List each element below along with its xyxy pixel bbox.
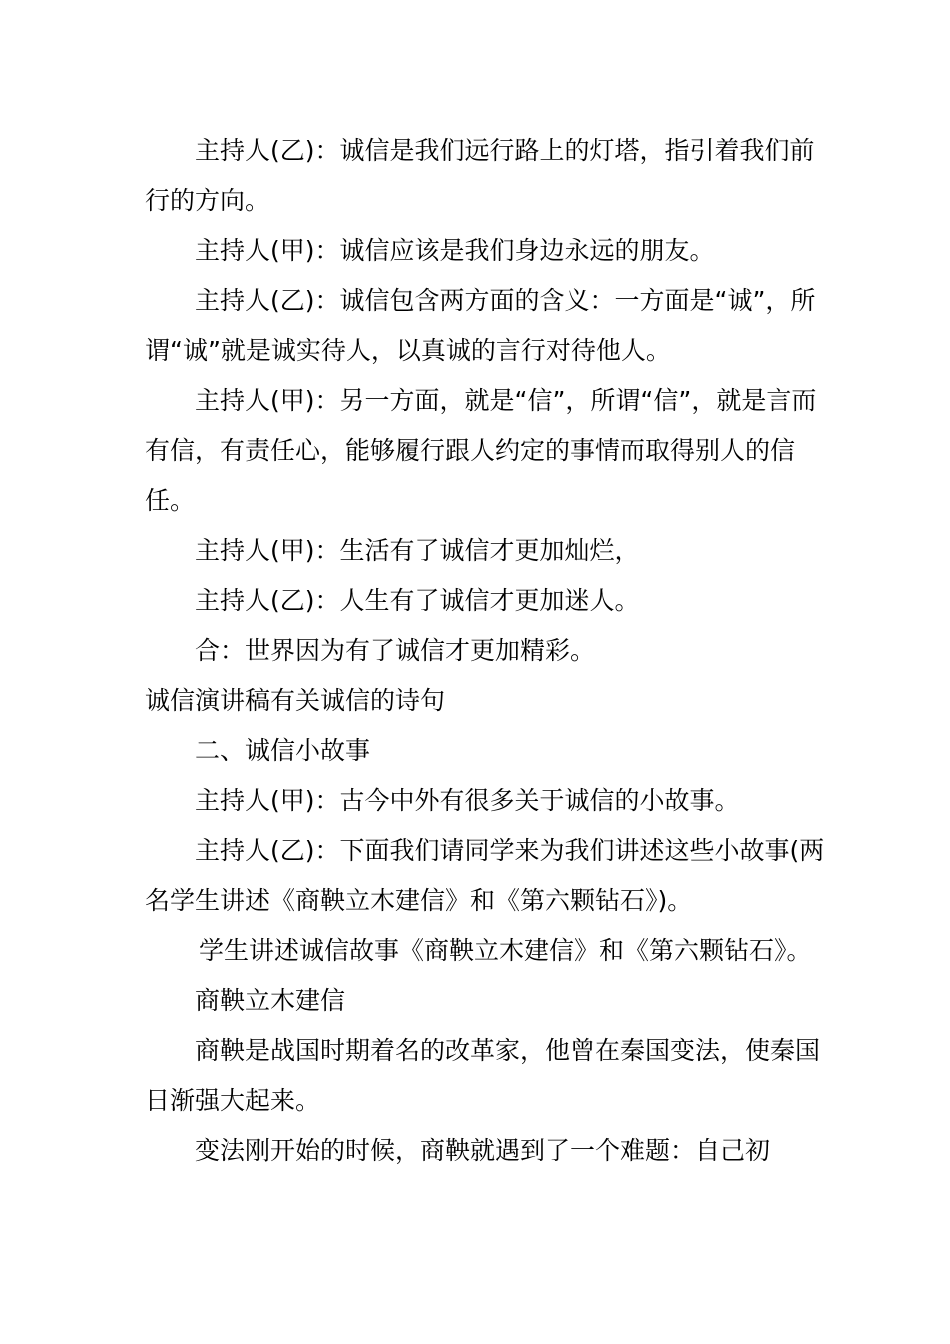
section-heading: 诚信演讲稿有关诚信的诗句 [145, 686, 446, 715]
paragraph: 学生讲述诚信故事《商鞅立木建信》和《第六颗钻石》。 [199, 936, 812, 965]
subsection-heading: 二、诚信小故事 [195, 736, 371, 765]
paragraph: 主持人(甲)：生活有了诚信才更加灿烂， [195, 536, 640, 565]
paragraph: 主持人(甲)：诚信应该是我们身边永远的朋友。 [195, 236, 715, 265]
document-body [145, 126, 825, 1176]
paragraph: 主持人(甲)：古今中外有很多关于诚信的小故事。 [195, 786, 740, 815]
paragraph: 主持人(甲)：另一方面，就是“信”，所谓“信”，就是言而有信，有责任心，能够履行跟人约定的事情而取得别人的信任。 [145, 386, 817, 515]
paragraph: 主持人(乙)：诚信是我们远行路上的灯塔，指引着我们前行的方向。 [145, 136, 815, 215]
paragraph: 合：世界因为有了诚信才更加精彩。 [195, 636, 596, 665]
paragraph: 变法刚开始的时候，商鞅就遇到了一个难题：自己初 [195, 1136, 771, 1165]
paragraph: 主持人(乙)：人生有了诚信才更加迷人。 [195, 586, 640, 615]
paragraph: 主持人(乙)：下面我们请同学来为我们讲述这些小故事(两名学生讲述《商鞅立木建信》和《第六颗钻石》)。 [145, 836, 825, 915]
paragraph: 商鞅是战国时期着名的改革家，他曾在秦国变法，使秦国日渐强大起来。 [145, 1036, 821, 1115]
story-title: 商鞅立木建信 [195, 986, 346, 1015]
paragraph: 主持人(乙)：诚信包含两方面的含义：一方面是“诚”，所谓“诚”就是诚实待人，以真诚的言行对待他人。 [145, 286, 816, 365]
